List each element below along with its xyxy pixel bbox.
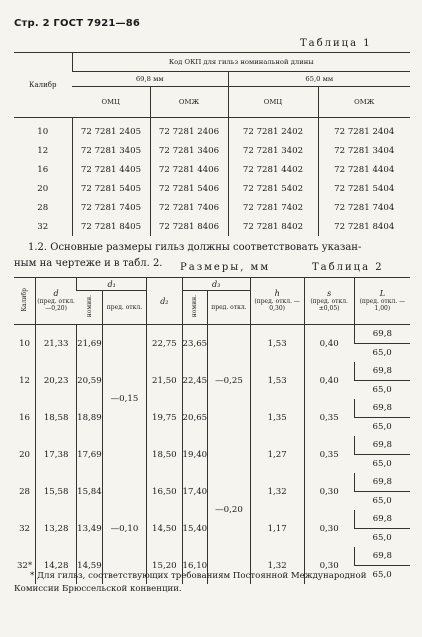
- cell: 72 7281 8405: [72, 217, 150, 236]
- t2-col-L-sub: (пред. откл. —1,00): [359, 298, 406, 312]
- cell: 72 7281 3405: [72, 141, 150, 160]
- cell: 0,35: [304, 436, 354, 473]
- cell: 69,8: [354, 362, 410, 381]
- cell: 1,53: [250, 325, 304, 363]
- cell: 17,38: [36, 436, 77, 473]
- cell: 72 7281 8404: [318, 217, 410, 236]
- table-row: [14, 141, 410, 160]
- d3-tolerance-a: —0,25: [208, 325, 251, 437]
- cell: 10: [37, 126, 49, 137]
- cell: 0,40: [304, 325, 354, 363]
- table-row: [14, 217, 410, 236]
- cell: 23,65: [182, 325, 208, 363]
- t2-col-d-sub: (пред. откл. —0,20): [37, 298, 75, 312]
- cell: 65,0: [372, 459, 392, 469]
- t1-col-kalibr: Калибр: [14, 53, 72, 118]
- t2-col-d1: d₁: [107, 279, 116, 289]
- cell: 12: [19, 375, 31, 386]
- cell: 18,58: [36, 399, 77, 436]
- page-header: Стр. 2 ГОСТ 7921—86: [14, 18, 141, 29]
- table2-label: Таблица 2: [312, 262, 384, 273]
- cell: 0,30: [304, 510, 354, 547]
- cell: 69,8: [354, 399, 410, 418]
- d3-tolerance-b: —0,20: [208, 436, 251, 584]
- table1-label: Таблица 1: [300, 38, 372, 49]
- cell: 15,40: [182, 510, 208, 547]
- cell: 1,32: [250, 473, 304, 510]
- cell: 28: [19, 486, 31, 497]
- cell: 65,0: [372, 348, 392, 358]
- cell: 19,75: [147, 399, 182, 436]
- cell: 20: [19, 449, 31, 460]
- cell: 65,0: [372, 570, 392, 580]
- table2-sizes-label: Размеры, мм: [180, 262, 271, 273]
- cell: 0,35: [304, 399, 354, 436]
- cell: 72 7281 2404: [318, 122, 410, 141]
- t1-col-okp: Код ОКП для гильз номинальной длины: [72, 53, 410, 72]
- t2-col-L: L: [379, 289, 386, 298]
- t2-col-h: h: [274, 289, 280, 298]
- t2-col-d3-nomin: номин.: [191, 295, 199, 318]
- cell: 17,40: [182, 473, 208, 510]
- cell: 72 7281 5404: [318, 179, 410, 198]
- cell: 21,69: [77, 325, 103, 363]
- t1-sub: ОМЦ: [72, 87, 150, 118]
- cell: 69,8: [354, 325, 410, 344]
- cell: 65,0: [372, 385, 392, 395]
- d1-tolerance-b: —0,10: [102, 473, 146, 584]
- t2-col-d3-pred: пред. откл.: [208, 291, 251, 325]
- cell: 69,8: [354, 547, 410, 566]
- cell: 21,50: [147, 362, 182, 399]
- cell: 72 7281 3402: [228, 141, 318, 160]
- cell: 72 7281 2406: [150, 122, 228, 141]
- cell: 72 7281 4406: [150, 160, 228, 179]
- table-row: [14, 198, 410, 217]
- cell: 16,50: [147, 473, 182, 510]
- cell: 69,8: [354, 510, 410, 529]
- cell: 18,50: [147, 436, 182, 473]
- table-row: [14, 325, 410, 344]
- cell: 0,30: [304, 547, 354, 584]
- cell: 14,59: [77, 547, 103, 584]
- cell: 72 7281 8406: [150, 217, 228, 236]
- cell: 32*: [16, 560, 33, 571]
- paragraph-line1: 1.2. Основные размеры гильз должны соответствовать указан-: [28, 242, 362, 253]
- table-row: [14, 160, 410, 179]
- cell: 19,40: [182, 436, 208, 473]
- cell: 72 7281 7402: [228, 198, 318, 217]
- table-row: [14, 436, 410, 455]
- table1: [14, 52, 410, 236]
- cell: 28: [37, 202, 49, 213]
- cell: 18,89: [77, 399, 103, 436]
- cell: 1,53: [250, 362, 304, 399]
- t2-col-h-sub: (пред. откл. —0,30): [254, 298, 300, 312]
- cell: 72 7281 3406: [150, 141, 228, 160]
- cell: 21,33: [36, 325, 77, 363]
- t2-col-s-sub: (пред. откл. ±0,05): [310, 298, 348, 312]
- cell: 1,35: [250, 399, 304, 436]
- paragraph-line2: ным на чертеже и в табл. 2.: [14, 258, 163, 269]
- table-row: [14, 122, 410, 141]
- cell: 72 7281 5406: [150, 179, 228, 198]
- t2-col-d: d: [53, 289, 59, 298]
- cell: 15,20: [147, 547, 182, 584]
- cell: 20: [37, 183, 49, 194]
- cell: 13,49: [77, 510, 103, 547]
- cell: 65,0: [372, 533, 392, 543]
- cell: 0,40: [304, 362, 354, 399]
- cell: 72 7281 7404: [318, 198, 410, 217]
- t2-col-s: s: [327, 289, 332, 298]
- t2-col-d2: d₂: [160, 296, 169, 306]
- t2-col-d1-pred: пред. откл.: [102, 291, 146, 325]
- t2-col-d3: d₃: [211, 279, 221, 289]
- cell: 15,84: [77, 473, 103, 510]
- footnote-line1: * Для гильз, соответствующих требованиям Постоянной Международной: [30, 571, 367, 581]
- cell: 0,30: [304, 473, 354, 510]
- table2: [14, 277, 410, 584]
- cell: 20,23: [36, 362, 77, 399]
- cell: 10: [19, 338, 31, 349]
- footnote-line2: Комиссии Брюссельской конвенции.: [14, 584, 182, 594]
- cell: 1,17: [250, 510, 304, 547]
- d1-tolerance-a: —0,15: [102, 325, 146, 474]
- cell: 14,50: [147, 510, 182, 547]
- cell: 65,0: [372, 422, 392, 432]
- t1-sub: ОМЖ: [150, 87, 228, 118]
- cell: 72 7281 7405: [72, 198, 150, 217]
- cell: 72 7281 8402: [228, 217, 318, 236]
- cell: 16: [19, 412, 31, 423]
- cell: 1,32: [250, 547, 304, 584]
- cell: 22,75: [147, 325, 182, 363]
- t1-len1: 69,8 мм: [72, 72, 228, 87]
- cell: 72 7281 4402: [228, 160, 318, 179]
- cell: 72 7281 5405: [72, 179, 150, 198]
- cell: 20,59: [77, 362, 103, 399]
- cell: 72 7281 4405: [72, 160, 150, 179]
- cell: 20,65: [182, 399, 208, 436]
- cell: 14,28: [36, 547, 77, 584]
- t2-col-kalibr: Калибр: [21, 288, 29, 312]
- cell: 72 7281 4404: [318, 160, 410, 179]
- cell: 1,27: [250, 436, 304, 473]
- cell: 15,58: [36, 473, 77, 510]
- cell: 17,69: [77, 436, 103, 473]
- cell: 16: [37, 164, 49, 175]
- cell: 16,10: [182, 547, 208, 584]
- cell: 32: [37, 221, 49, 232]
- cell: 72 7281 3404: [318, 141, 410, 160]
- cell: 72 7281 2405: [72, 122, 150, 141]
- cell: 22,45: [182, 362, 208, 399]
- cell: 12: [37, 145, 49, 156]
- cell: 65,0: [372, 496, 392, 506]
- t1-sub: ОМЖ: [318, 87, 410, 118]
- t1-len2: 65,0 мм: [228, 72, 410, 87]
- cell: 13,28: [36, 510, 77, 547]
- cell: 72 7281 7406: [150, 198, 228, 217]
- cell: 32: [19, 523, 31, 534]
- cell: 72 7281 5402: [228, 179, 318, 198]
- cell: 72 7281 2402: [228, 122, 318, 141]
- cell: 69,8: [354, 436, 410, 455]
- table-row: [14, 179, 410, 198]
- t1-sub: ОМЦ: [228, 87, 318, 118]
- cell: 69,8: [354, 473, 410, 492]
- t2-col-d1-nomin: номин.: [85, 295, 93, 318]
